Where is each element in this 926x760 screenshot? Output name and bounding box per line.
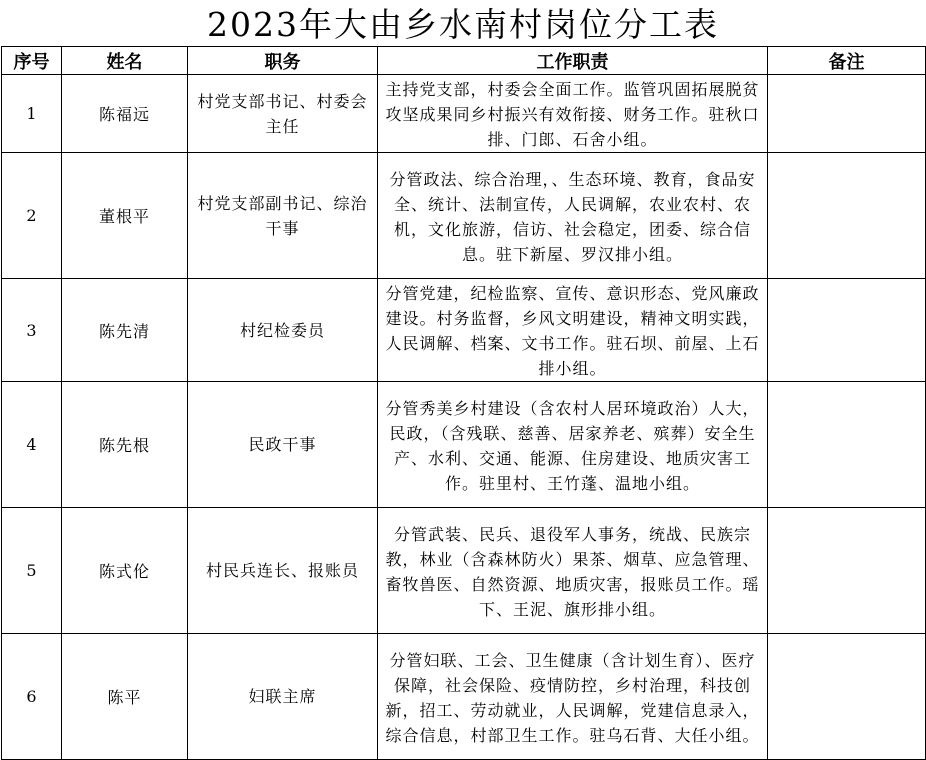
row-name: 陈先根 (62, 382, 188, 508)
row-position: 村民兵连长、报账员 (188, 508, 378, 634)
row-name: 董根平 (62, 153, 188, 279)
row-remarks (768, 382, 926, 508)
table-header-row (2, 47, 926, 75)
row-position: 妇联主席 (188, 634, 378, 760)
row-remarks (768, 75, 926, 153)
row-index: 5 (2, 508, 62, 634)
table-row (2, 75, 926, 153)
table-row (2, 634, 926, 760)
header-name: 姓名 (62, 47, 188, 75)
row-duties: 分管政法、综合治理，、生态环境、教育，食品安全、统计、法制宣传，人民调解，农业农村、农机，文化旅游，信访、社会稳定，团委、综合信息。驻下新屋、罗汉排小组。 (378, 153, 768, 279)
row-name: 陈平 (62, 634, 188, 760)
header-index: 序号 (2, 47, 62, 75)
row-index: 4 (2, 382, 62, 508)
row-index: 3 (2, 279, 62, 382)
page-title: 2023年大由乡水南村岗位分工表 (207, 5, 719, 44)
row-name: 陈福远 (62, 75, 188, 153)
row-position: 村纪检委员 (188, 279, 378, 382)
row-remarks (768, 634, 926, 760)
row-index: 6 (2, 634, 62, 760)
header-remarks: 备注 (768, 47, 926, 75)
row-index: 2 (2, 153, 62, 279)
header-position: 职务 (188, 47, 378, 75)
table-row (2, 153, 926, 279)
row-position: 村党支部副书记、综治干事 (188, 153, 378, 279)
row-duties: 分管党建，纪检监察、宣传、意识形态、党风廉政建设。村务监督，乡风文明建设，精神文明实践，人民调解、档案、文书工作。驻石坝、前屋、上石排小组。 (378, 279, 768, 382)
header-duties: 工作职责 (378, 47, 768, 75)
row-remarks (768, 279, 926, 382)
table-row (2, 508, 926, 634)
table-row (2, 279, 926, 382)
row-index: 1 (2, 75, 62, 153)
row-name: 陈先清 (62, 279, 188, 382)
row-duties: 分管妇联、工会、卫生健康（含计划生育）、医疗保障，社会保险、疫情防控，乡村治理，科技创新，招工、劳动就业，人民调解，党建信息录入，综合信息，村部卫生工作。驻乌石背、大任小组。 (378, 634, 768, 760)
row-remarks (768, 508, 926, 634)
row-position: 村党支部书记、村委会主任 (188, 75, 378, 153)
duty-table (1, 46, 926, 760)
row-name: 陈式伦 (62, 508, 188, 634)
row-duties: 分管武装、民兵、退役军人事务，统战、民族宗教，林业（含森林防火）果茶、烟草、应急管理、畜牧兽医、自然资源、地质灾害，报账员工作。瑶下、王泥、旗形排小组。 (378, 508, 768, 634)
row-duties: 分管秀美乡村建设（含农村人居环境政治）人大，民政，（含残联、慈善、居家养老、殡葬）安全生产、水利、交通、能源、住房建设、地质灾害工作。驻里村、王竹蓬、温地小组。 (378, 382, 768, 508)
row-duties: 主持党支部，村委会全面工作。监管巩固拓展脱贫攻坚成果同乡村振兴有效衔接、财务工作。驻秋口排、门郎、石舍小组。 (378, 75, 768, 153)
row-remarks (768, 153, 926, 279)
table-row (2, 382, 926, 508)
row-position: 民政干事 (188, 382, 378, 508)
